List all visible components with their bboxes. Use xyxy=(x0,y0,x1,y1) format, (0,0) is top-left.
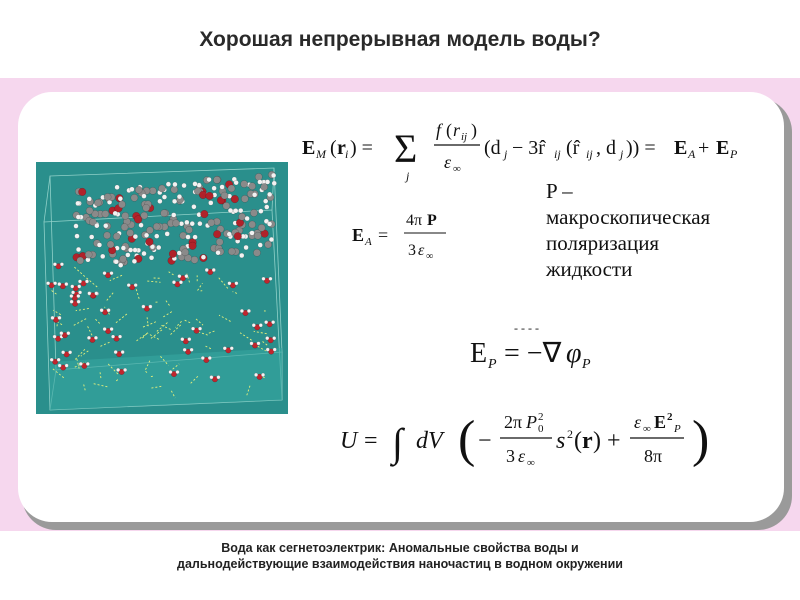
svg-text:(d: (d xyxy=(484,137,501,159)
p-text-line: поляризация xyxy=(546,231,660,255)
svg-text:s: s xyxy=(556,428,566,454)
svg-text:∫: ∫ xyxy=(392,420,403,465)
svg-text:E: E xyxy=(302,137,316,159)
svg-text:(r̂: (r̂ xyxy=(566,137,580,159)
water-simulation-image xyxy=(36,162,288,414)
svg-text:E: E xyxy=(352,225,365,245)
svg-text:P: P xyxy=(730,147,738,161)
svg-text:ε: ε xyxy=(444,152,452,172)
svg-text:3: 3 xyxy=(506,446,515,466)
slide-title: Хорошая непрерывная модель воды? xyxy=(199,28,601,51)
svg-text:2: 2 xyxy=(538,411,544,423)
svg-text:ε: ε xyxy=(518,446,526,466)
svg-text:∞: ∞ xyxy=(527,457,535,469)
svg-text:ij: ij xyxy=(554,147,561,161)
svg-text:) +: ) + xyxy=(593,428,621,454)
svg-text:+: + xyxy=(698,137,710,159)
svg-text:, d: , d xyxy=(596,137,616,159)
svg-text:f: f xyxy=(436,120,442,140)
svg-text:3: 3 xyxy=(408,242,416,259)
svg-text:M: M xyxy=(316,147,326,161)
svg-text:∞: ∞ xyxy=(643,423,651,435)
svg-text:2: 2 xyxy=(567,427,573,441)
p-text-line: макроскопическая xyxy=(546,205,711,229)
svg-text:P: P xyxy=(488,357,497,372)
svg-text:=: = xyxy=(364,428,378,454)
svg-text:ij: ij xyxy=(461,131,468,143)
svg-text:(: ( xyxy=(458,411,476,468)
svg-text:P: P xyxy=(427,212,437,229)
svg-text:A: A xyxy=(688,147,696,161)
svg-text:P: P xyxy=(674,423,681,435)
svg-text:ij: ij xyxy=(586,147,593,161)
svg-text:∞: ∞ xyxy=(453,163,461,175)
svg-text:E: E xyxy=(470,338,488,369)
polarization-description xyxy=(546,178,766,282)
svg-text:2π: 2π xyxy=(504,412,523,432)
svg-text:r: r xyxy=(582,428,593,454)
svg-text:=: = xyxy=(378,225,389,245)
svg-text:Σ: Σ xyxy=(394,126,418,171)
svg-text:= −∇: = −∇ xyxy=(504,338,562,369)
svg-text:E: E xyxy=(654,412,667,432)
svg-text:(: ( xyxy=(330,137,337,159)
svg-text:j: j xyxy=(406,169,410,183)
svg-text:A: A xyxy=(365,236,372,248)
svg-text:j: j xyxy=(504,147,508,161)
svg-text:- - - -: - - - - xyxy=(514,321,539,335)
svg-text:j: j xyxy=(620,147,624,161)
svg-text:ε: ε xyxy=(418,242,425,259)
svg-text:U: U xyxy=(340,428,358,454)
slide-footer: Вода как сегнетоэлектрик: Аномальные свойства воды и дальнодействующие взаимодействия наночастиц в водном окружении xyxy=(177,541,623,571)
equation-ep xyxy=(466,320,606,385)
svg-text:−: − xyxy=(478,428,492,454)
svg-text:r: r xyxy=(337,137,346,159)
svg-text:) =: ) = xyxy=(350,137,373,159)
svg-text:E: E xyxy=(716,137,730,159)
svg-text:)) =: )) = xyxy=(626,137,656,159)
svg-text:φ: φ xyxy=(566,338,582,369)
svg-text:i: i xyxy=(345,147,349,161)
svg-text:(: ( xyxy=(446,120,452,140)
svg-text:0: 0 xyxy=(538,423,544,435)
svg-text:ε: ε xyxy=(634,412,642,432)
svg-text:2: 2 xyxy=(667,411,673,423)
equation-u xyxy=(338,406,748,483)
svg-text:4π: 4π xyxy=(406,212,423,229)
svg-text:dV: dV xyxy=(416,428,443,454)
svg-text:8π: 8π xyxy=(644,446,663,466)
svg-text:P: P xyxy=(526,412,537,432)
svg-text:(: ( xyxy=(574,428,582,454)
svg-text:): ) xyxy=(471,120,477,140)
svg-text:r: r xyxy=(453,120,461,140)
equation-ea xyxy=(348,205,458,272)
svg-text:− 3r̂: − 3r̂ xyxy=(512,137,545,159)
svg-text:∞: ∞ xyxy=(426,251,434,262)
p-text-line: P – xyxy=(546,179,573,203)
p-text-line: жидкости xyxy=(546,257,633,281)
svg-text:): ) xyxy=(692,411,710,468)
svg-text:E: E xyxy=(674,137,688,159)
svg-text:P: P xyxy=(582,357,591,372)
